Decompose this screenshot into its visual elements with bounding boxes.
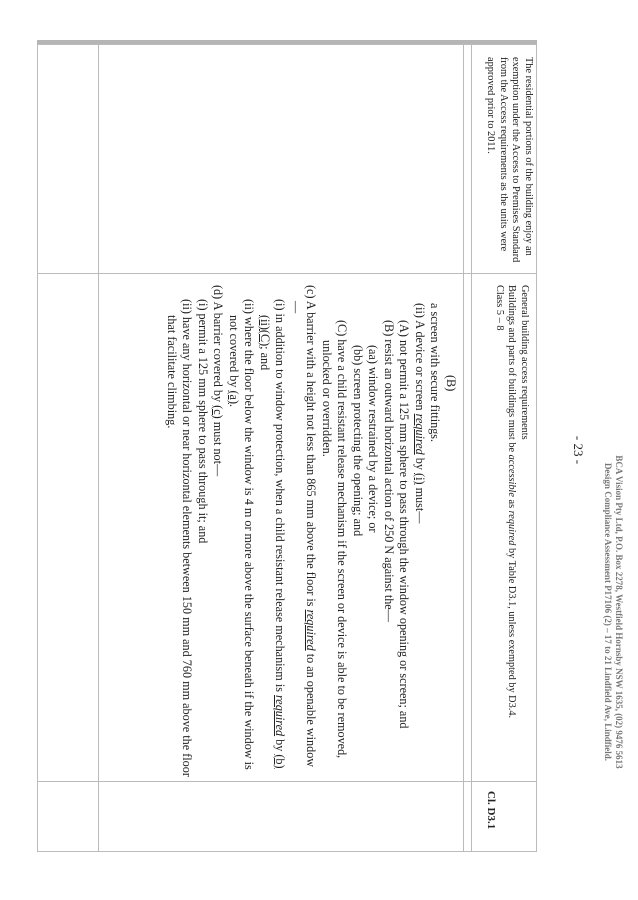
compliance-table [37, 44, 537, 852]
clause-ref-link[interactable]: (b)(ii)(C) [258, 315, 288, 769]
clause-d-tail: must not— [211, 418, 226, 477]
clause-bb: (bb) screen protecting the opening; and [351, 345, 365, 537]
accessible-term: accessible [506, 454, 518, 497]
requirement-text-cell [164, 285, 459, 777]
clause-c-i-tail: ; and [258, 346, 272, 371]
requirement-heading: General building access requirements [519, 285, 530, 440]
clause-c-ii-tail: . [227, 404, 241, 408]
clause-c-text: (c) A barrier with a height not less than 865 mm above the floor is [304, 285, 319, 610]
clause-c-i-by: by [273, 736, 288, 755]
clause-A: (A) not permit a 125 mm sphere to pass through the window opening or screen; and [397, 320, 412, 729]
clause-c-ii-text: (ii) where the floor below the window is 4 m or more above the surface beneath if the window is not covered by [227, 299, 257, 770]
required-term: required [413, 413, 427, 455]
clause-ref-link[interactable]: (i) [413, 473, 427, 485]
clause-ii-must: must— [413, 484, 427, 524]
clause-ref-link[interactable]: (c) [211, 405, 226, 419]
clause-ii-by: by [413, 454, 427, 474]
clause-c-ii [226, 285, 257, 777]
page-footer [602, 455, 624, 768]
comment-cell: The residential portions of the building enjoy an exemption under the Access to Premises Standard from the Access requirements as the units were approved prior to 2011. [485, 57, 534, 263]
clause-B: (B) resist an outward horizontal action of 250 N against the— [382, 320, 396, 622]
clause-c-tail: to an openable window— [289, 301, 319, 768]
row-divider-lower [471, 45, 472, 851]
clause-c-barrier [288, 285, 319, 777]
required-term: required [304, 609, 319, 651]
clause-b-label: (B) [444, 375, 458, 392]
clause-c-i [257, 285, 288, 777]
footer-project: Design Compliance Assessment P17106 (2) – 17 to 21 Lindfield Ave, Lindfield. [603, 462, 613, 762]
clause-d-i: (i) permit a 125 mm sphere to pass through it; and [196, 299, 210, 544]
required-term: required [506, 510, 518, 546]
footer-address: BCA Vision Pty Ltd, P.O. Box 2278, Westfield Hornsby NSW 1635, (02) 9476 5613 [614, 455, 624, 769]
requirement-body-tail: by Table D3.1, unless exempted by D3.4. [506, 545, 518, 719]
requirement-cell [493, 285, 531, 777]
page-number: - 23 - [571, 435, 586, 465]
column-divider-reference [38, 781, 536, 782]
screen-fittings-text: a screen with secure fittings. [428, 303, 443, 443]
clause-reference: Cl. D3.1 [485, 791, 497, 830]
requirement-body [505, 285, 518, 777]
clause-ii-text: (ii) A device or screen [413, 303, 427, 414]
required-term: required [273, 695, 288, 737]
clause-d-text: (d) A barrier covered by [211, 285, 226, 406]
clause-d-barrier [210, 285, 226, 777]
clause-ref-link[interactable]: (a) [227, 390, 241, 405]
clause-C: (C) have a child resistant release mechanism if the screen or device is able to be removed, unlocked or overridden. [320, 320, 350, 759]
column-divider-comments [38, 273, 536, 274]
requirement-body-as: as [506, 496, 518, 511]
row-divider-clause [98, 45, 99, 851]
clause-aa: (aa) window restrained by a device; or [366, 345, 381, 533]
clause-d-ii: (ii) have any horizontal or near horizontal elements between 150 mm and 760 mm above the floor that facilitate climbing. [165, 299, 195, 777]
row-divider-upper [463, 45, 464, 851]
building-class: Class 5 – 8 [494, 285, 505, 331]
clause-c-i-text: (i) in addition to window protection, when a child resistant release mechanism is [273, 299, 288, 695]
requirement-body-text: Buildings and parts of buildings must be [506, 285, 518, 455]
clause-ii-device [412, 285, 428, 777]
